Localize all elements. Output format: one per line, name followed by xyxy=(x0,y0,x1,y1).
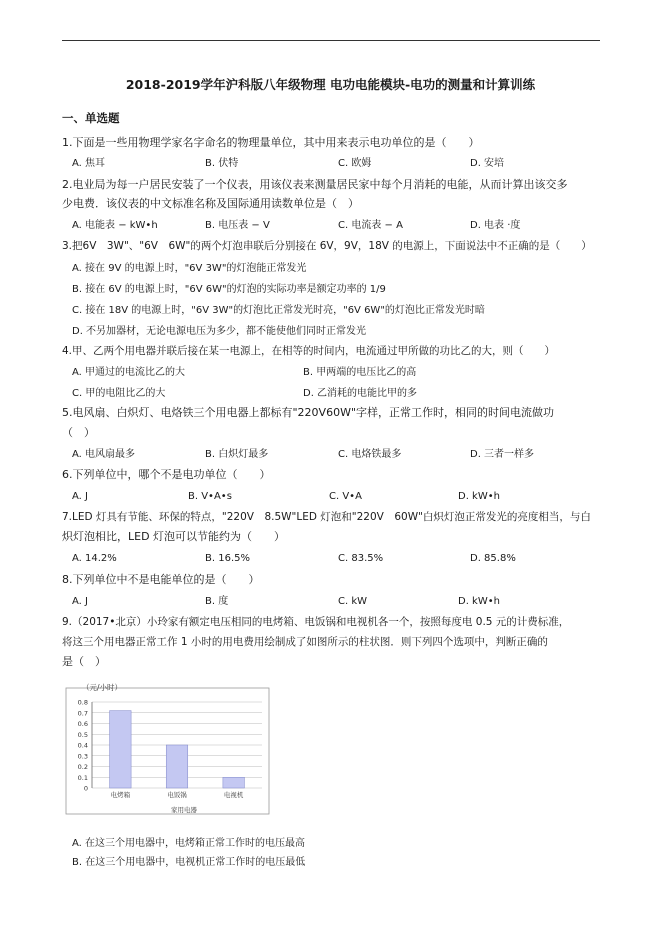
q9-stem-line1: 9.（2017•北京）小玲家有额定电压相同的电烤箱、电饭锅和电视机各一个，按照每度电 0.5 元的计费标准， xyxy=(62,616,570,628)
y-tick-label: 0.5 xyxy=(77,730,88,739)
q8-option-b: B. 度 xyxy=(205,596,229,607)
q6-option-a: A. J xyxy=(72,491,88,502)
bar-0 xyxy=(110,711,132,788)
q5-option-d: D. 三者一样多 xyxy=(470,449,535,460)
y-axis-label: （元/小时） xyxy=(82,683,123,692)
q3-option-c: C. 接在 18V 的电源上时，"6V 3W"的灯泡比正常发光时亮，"6V 6W"的灯泡比正常发光时暗 xyxy=(72,305,485,316)
y-tick-label: 0.1 xyxy=(77,773,88,782)
x-axis-label: 家用电器 xyxy=(171,806,197,814)
section-heading: 一、单选题 xyxy=(62,111,120,125)
q7-option-c: C. 83.5% xyxy=(338,553,384,564)
y-tick-label: 0.4 xyxy=(77,741,88,750)
q4-option-d: D. 乙消耗的电能比甲的多 xyxy=(303,388,418,399)
q5-option-a: A. 电风扇最多 xyxy=(72,449,136,460)
q1-option-b: B. 伏特 xyxy=(205,158,239,169)
q4-option-a: A. 甲通过的电流比乙的大 xyxy=(72,367,186,378)
q1-option-c: C. 欧姆 xyxy=(338,158,372,169)
q3-option-d: D. 不另加器材，无论电源电压为多少，都不能使他们同时正常发光 xyxy=(72,326,367,337)
q5-stem-line1: 5.电风扇、白炽灯、电烙铁三个用电器上都标有"220V60W"字样，正常工作时，相同的时间电流做功 xyxy=(62,406,555,419)
q1-option-a: A. 焦耳 xyxy=(72,158,106,169)
q7-option-a: A. 14.2% xyxy=(72,553,117,564)
q3-stem: 3.把6V 3W"、"6V 6W"的两个灯泡串联后分别接在 6V，9V，18V 的电源上，下面说法中不正确的是（ ） xyxy=(62,240,592,252)
y-tick-label: 0.8 xyxy=(77,698,88,707)
bar-1 xyxy=(166,745,188,788)
q3-option-b: B. 接在 6V 的电源上时，"6V 6W"的灯泡的实际功率是额定功率的 1/9 xyxy=(72,284,386,295)
y-tick-label: 0.2 xyxy=(77,763,88,771)
q9-stem-line3: 是（ ） xyxy=(62,655,106,668)
bar-2 xyxy=(223,777,245,788)
q6-option-c: C. V•A xyxy=(329,491,362,502)
page-title: 2018-2019学年沪科版八年级物理 电功电能模块-电功的测量和计算训练 xyxy=(125,77,536,92)
q7-option-b: B. 16.5% xyxy=(205,553,250,564)
q6-option-d: D. kW•h xyxy=(458,491,500,502)
bar-chart-svg xyxy=(62,680,272,818)
q7-stem-line2: 炽灯泡相比，LED 灯泡可以节能约为（ ） xyxy=(62,530,286,543)
header-rule xyxy=(62,40,600,41)
q2-option-c: C. 电流表 − A xyxy=(338,220,403,231)
q8-stem: 8.下列单位中不是电能单位的是（ ） xyxy=(62,573,260,586)
q2-option-a: A. 电能表 − kW•h xyxy=(72,220,158,231)
bar-chart xyxy=(62,680,272,818)
category-label: 电烤箱 xyxy=(110,791,131,799)
q2-option-d: D. 电表 ·度 xyxy=(470,220,521,231)
category-label: 电视机 xyxy=(223,791,244,799)
q2-option-b: B. 电压表 − V xyxy=(205,220,270,231)
y-tick-label: 0.3 xyxy=(77,752,88,761)
q5-option-b: B. 白炽灯最多 xyxy=(205,449,269,460)
q8-option-d: D. kW•h xyxy=(458,596,500,607)
q4-option-b: B. 甲两端的电压比乙的高 xyxy=(303,367,417,378)
q5-stem-line2: （ ） xyxy=(62,426,95,439)
category-label: 电饭锅 xyxy=(167,791,187,799)
q2-stem-line1: 2.电业局为每一户居民安装了一个仪表，用该仪表来测量居民家中每个月消耗的电能，从而计算出该交多 xyxy=(62,178,568,191)
q2-stem-line2: 少电费．该仪表的中文标准名称及国际通用读数单位是（ ） xyxy=(62,197,359,210)
q3-option-a: A. 接在 9V 的电源上时，"6V 3W"的灯泡能正常发光 xyxy=(72,263,307,274)
q9-option-a: A. 在这三个用电器中，电烤箱正常工作时的电压最高 xyxy=(72,838,306,849)
q7-option-d: D. 85.8% xyxy=(470,553,516,564)
q9-option-b: B. 在这三个用电器中，电视机正常工作时的电压最低 xyxy=(72,857,306,868)
q4-option-c: C. 甲的电阻比乙的大 xyxy=(72,388,166,399)
q6-option-b: B. V•A•s xyxy=(188,491,232,502)
q7-stem-line1: 7.LED 灯具有节能、环保的特点，"220V 8.5W"LED 灯泡和"220V 60W"白炽灯泡正常发光的亮度相当，与白 xyxy=(62,511,591,523)
y-tick-label: 0 xyxy=(83,784,88,793)
q4-stem: 4.甲、乙两个用电器并联后接在某一电源上，在相等的时间内，电流通过甲所做的功比乙的大，则（ ） xyxy=(62,345,556,357)
q8-option-a: A. J xyxy=(72,596,88,607)
q5-option-c: C. 电烙铁最多 xyxy=(338,449,402,460)
q1-option-d: D. 安培 xyxy=(470,158,505,169)
q8-option-c: C. kW xyxy=(338,596,368,607)
q9-stem-line2: 将这三个用电器正常工作 1 小时的用电费用绘制成了如图所示的柱状图．则下列四个选项中，判断正确的 xyxy=(62,636,548,648)
y-tick-label: 0.7 xyxy=(77,709,88,718)
y-tick-label: 0.6 xyxy=(77,720,88,728)
q1-stem: 1.下面是一些用物理学家名字命名的物理量单位，其中用来表示电功单位的是（ ） xyxy=(62,136,480,149)
q6-stem: 6.下列单位中，哪个不是电功单位（ ） xyxy=(62,468,271,481)
